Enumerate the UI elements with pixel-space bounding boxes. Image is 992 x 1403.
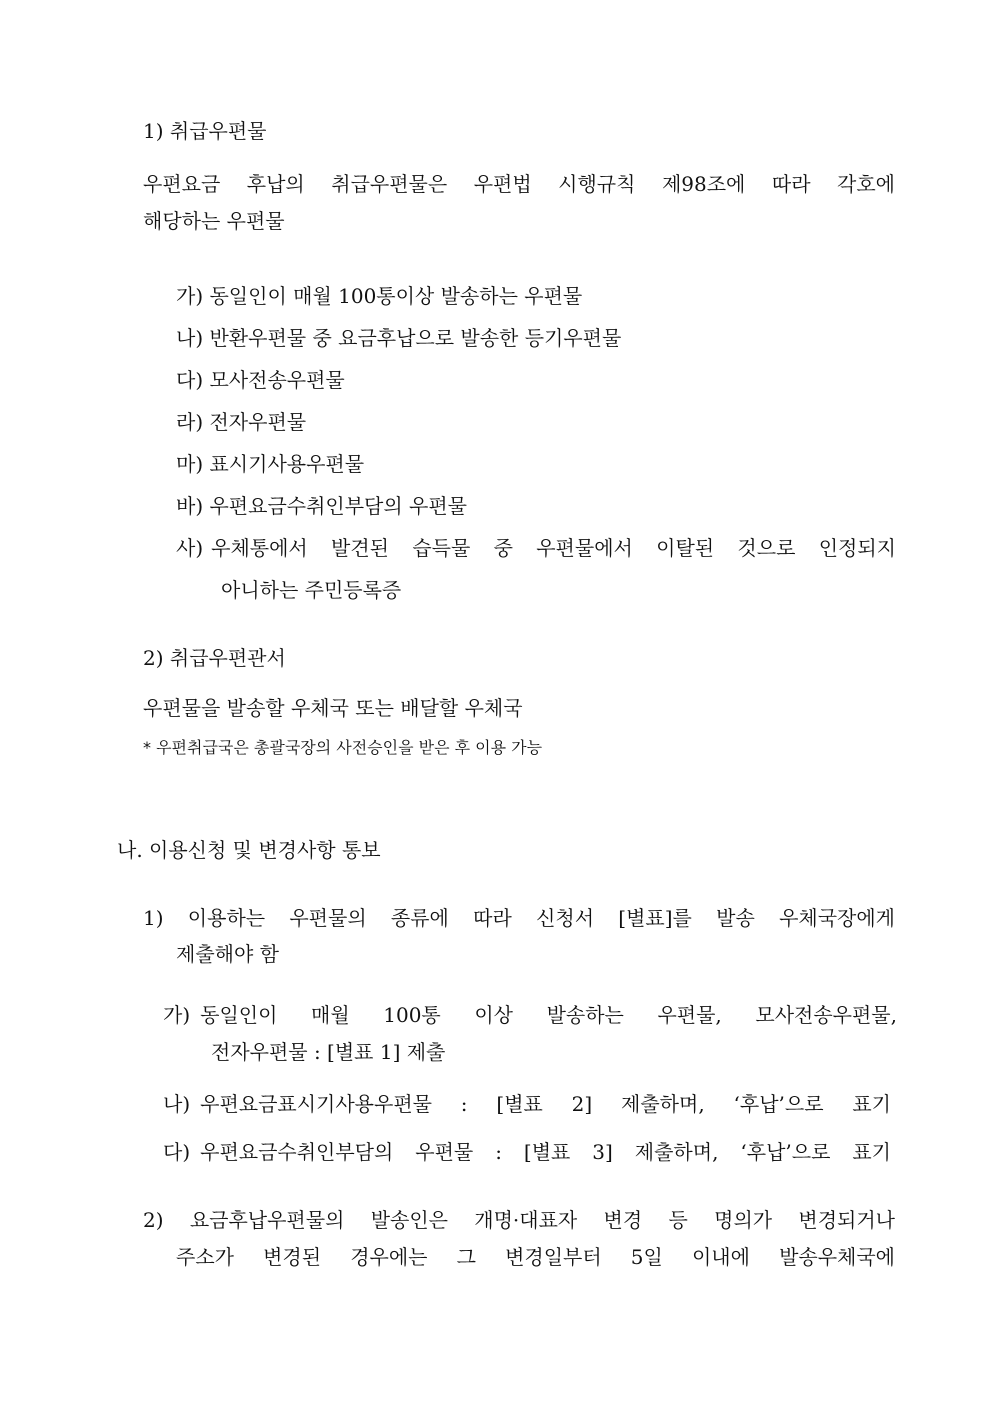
list-item — [176, 534, 896, 562]
paragraph-handling-office: 우편물을 발송할 우체국 또는 배달할 우체국 — [143, 696, 523, 720]
paragraph-handled-mail-line2: 해당하는 우편물 — [143, 209, 285, 233]
list-item-text: 우편요금표시기사용우편물 : [별표 2] 제출하며, ‘후납’으로 표기 — [200, 1092, 891, 1116]
list-item-text: 모사전송우편물 — [209, 368, 345, 392]
list-item-text: 표시기사용우편물 — [209, 452, 365, 476]
list-item-text: 반환우편물 중 요금후납으로 발송한 등기우편물 — [209, 326, 622, 350]
list-item — [176, 450, 364, 478]
paragraph-handled-mail-line1: 우편요금 후납의 취급우편물은 우편법 시행규칙 제98조에 따라 각호에 — [143, 172, 895, 196]
list-item — [176, 324, 621, 352]
list-item-label: 마) — [176, 452, 204, 476]
list-item-text: 우체통에서 발견된 습득물 중 우편물에서 이탈된 것으로 인정되지 — [211, 536, 896, 560]
footnote-approval: * 우편취급국은 총괄국장의 사전승인을 받은 후 이용 가능 — [143, 738, 543, 757]
list-item-continuation: 아니하는 주민등록증 — [221, 578, 402, 602]
list-item-text: 우편요금수취인부담의 우편물 — [209, 494, 468, 518]
list-item-label: 다) — [176, 368, 204, 392]
list-item — [176, 492, 467, 520]
list-item-label: 나) — [176, 326, 204, 350]
section-heading-application-notice: 나. 이용신청 및 변경사항 통보 — [117, 838, 381, 862]
list-item-text: 동일인이 매월 100통 이상 발송하는 우편물, 모사전송우편물, — [200, 1003, 897, 1027]
list-item — [176, 282, 582, 310]
list-item — [176, 408, 306, 436]
subsection-heading-handled-mail: 1) 취급우편물 — [143, 119, 267, 143]
name-change-item2-line1: 2) 요금후납우편물의 발송인은 개명·대표자 변경 등 명의가 변경되거나 — [143, 1208, 895, 1232]
application-item1-line1: 1) 이용하는 우편물의 종류에 따라 신청서 [별표]를 발송 우체국장에게 — [143, 906, 895, 930]
list-item-label: 가) — [163, 1003, 191, 1027]
name-change-item2-line2: 주소가 변경된 경우에는 그 변경일부터 5일 이내에 발송우체국에 — [176, 1245, 895, 1269]
list-item-text: 동일인이 매월 100통이상 발송하는 우편물 — [209, 284, 583, 308]
list-item-label: 사) — [176, 536, 204, 560]
list-item-label: 가) — [176, 284, 204, 308]
list-item — [163, 1001, 897, 1029]
list-item-text: 전자우편물 — [209, 410, 307, 434]
list-item-label: 라) — [176, 410, 204, 434]
list-item — [163, 1138, 891, 1166]
list-item-label: 바) — [176, 494, 204, 518]
list-item-text: 우편요금수취인부담의 우편물 : [별표 3] 제출하며, ‘후납’으로 표기 — [200, 1140, 891, 1164]
list-item — [163, 1090, 891, 1118]
subsection-heading-handling-office: 2) 취급우편관서 — [143, 646, 286, 670]
list-item — [176, 366, 345, 394]
list-item-label: 나) — [163, 1092, 191, 1116]
list-item-label: 다) — [163, 1140, 191, 1164]
application-item1-line2: 제출해야 함 — [176, 942, 279, 966]
list-item-continuation: 전자우편물 : [별표 1] 제출 — [211, 1040, 446, 1064]
